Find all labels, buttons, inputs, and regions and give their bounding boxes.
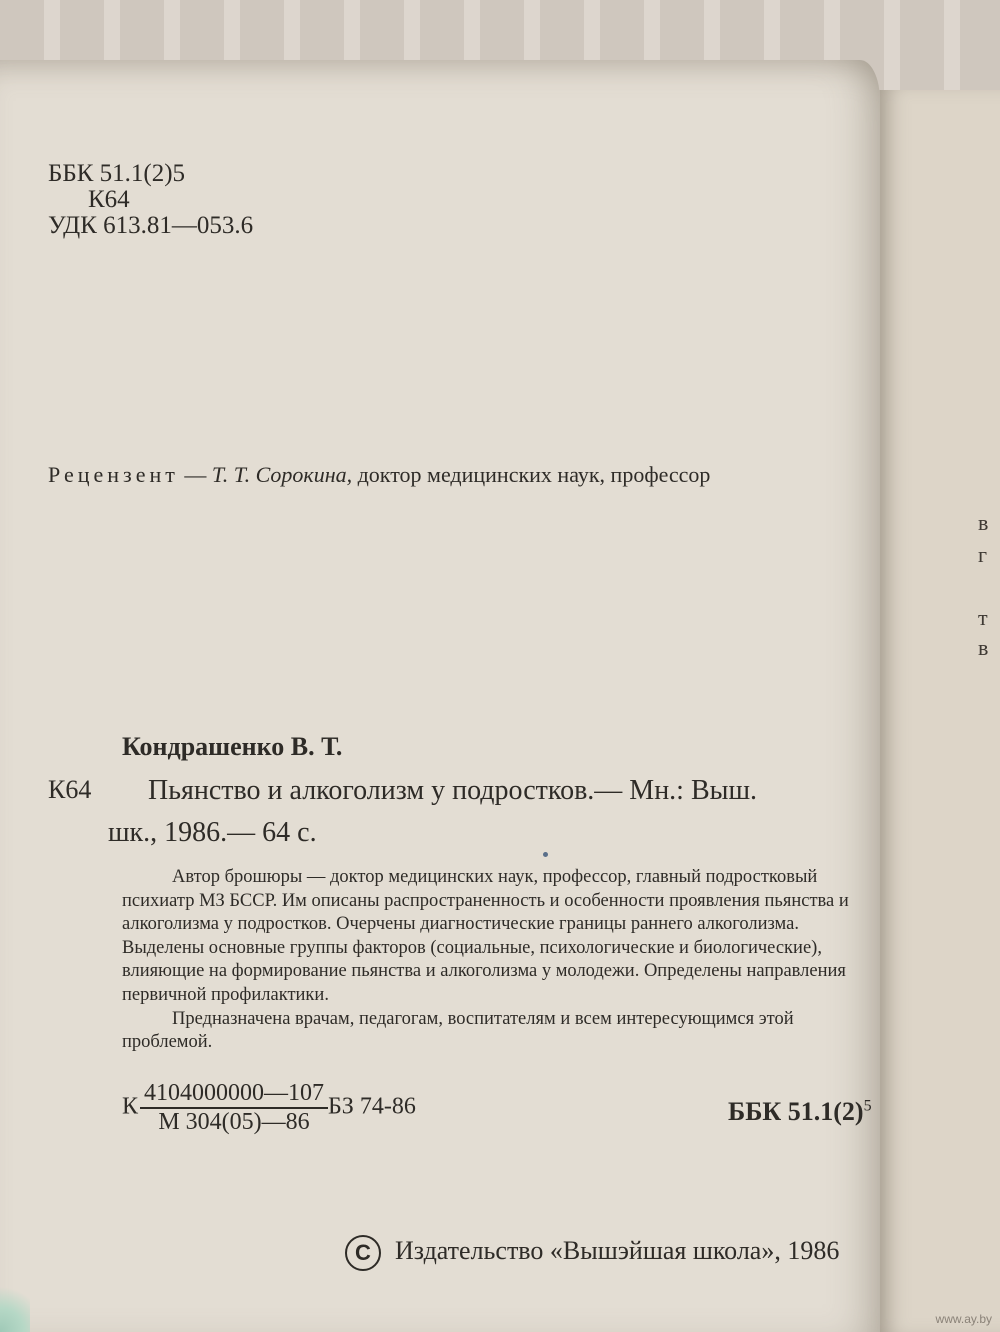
- corner-object: [0, 1280, 30, 1332]
- index-numerator: 4104000000—107: [140, 1080, 328, 1109]
- index-letter: К: [122, 1093, 139, 1120]
- shelf-mark: К64: [88, 186, 130, 213]
- copyright-line: [345, 1235, 839, 1271]
- footer-bbk-code: ББК 51.1(2): [728, 1097, 864, 1126]
- footer-bbk-superscript: 5: [863, 1097, 872, 1115]
- author-name: Кондрашенко В. Т.: [122, 732, 343, 761]
- reviewer-dash: —: [184, 462, 207, 487]
- index-fraction: [140, 1080, 328, 1136]
- facing-page-letter: г: [978, 542, 988, 567]
- abstract: [122, 866, 882, 1055]
- facing-page-letter: в: [978, 635, 989, 660]
- footer-bbk: [728, 1097, 872, 1127]
- watermark: www.ay.by: [935, 1312, 992, 1326]
- facing-page-letter: в: [978, 510, 989, 535]
- reviewer-line: [48, 462, 710, 488]
- index-denominator: М 304(05)—86: [158, 1109, 310, 1135]
- entry-shelf-mark: К64: [48, 775, 92, 804]
- citation-line: Пьянство и алкоголизм у подростков.— Мн.: Выш.: [148, 775, 758, 806]
- reviewer-title: доктор медицинских наук, профессор: [357, 462, 711, 487]
- abstract-paragraph: Предназначена врачам, педагогам, воспитателям и всем интересующимся этой проблемой.: [122, 1008, 794, 1053]
- reviewer-label: Рецензент: [48, 462, 179, 487]
- catalog-index: [122, 1080, 416, 1136]
- udk-code: УДК 613.81—053.6: [48, 212, 254, 239]
- copyright-text: Издательство «Вышэйшая школа», 1986: [395, 1235, 840, 1265]
- abstract-paragraph: Автор брошюры — доктор медицинских наук, профессор, главный подростковый психиатр МЗ БССР. Им описаны распространенность и особенности проявления пьянства и алкоголизма у подростков. Очерчены диагностические границы раннего алкоголизма. Выделены основные группы факторов (социальные, психологические и биологические), влияющие на формирование пьянства и алкоголизма у молодежи. Определены направления первичной профилактики.: [122, 867, 849, 1005]
- bibliographic-citation: [108, 770, 758, 854]
- book-page: [0, 60, 880, 1332]
- citation-line: шк., 1986.— 64 с.: [108, 817, 317, 848]
- reviewer-name: Т. Т. Сорокина,: [211, 462, 353, 487]
- facing-page: [880, 90, 1000, 1332]
- index-suffix: БЗ 74-86: [328, 1093, 416, 1120]
- facing-page-letter: т: [978, 605, 988, 630]
- copyright-icon: С: [345, 1235, 381, 1271]
- ink-speck: [543, 852, 548, 857]
- bbk-code: ББК 51.1(2)5: [48, 160, 186, 187]
